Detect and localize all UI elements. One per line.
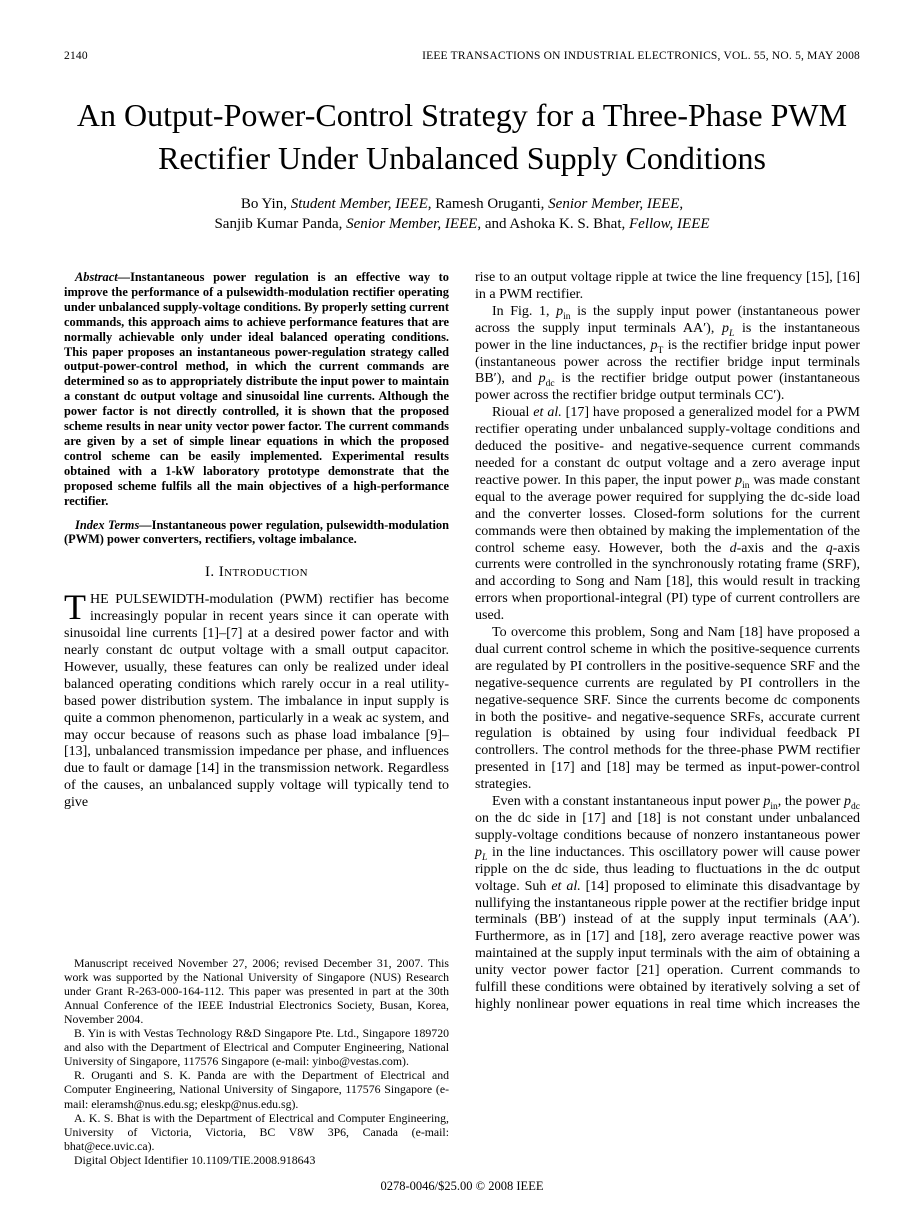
author-line-2: Sanjib Kumar Panda, Senior Member, IEEE, and Ashoka K. S. Bhat, Fellow, IEEE xyxy=(214,216,710,232)
body-paragraph-1: rise to an output voltage ripple at twice the line frequency [15], [16] in a PWM rectifier. xyxy=(475,270,860,302)
body-paragraph-2: In Fig. 1, $p_{in}$ is the supply input power (instantaneous power across the supply input terminals AA′), $p_L$ is the instantaneous power in the line inductances, $p_T$ is the rectifier bridge input power (instantaneous power across the rectifier bridge input terminals BB′), and $p_{dc}$ is the rectifier bridge output power (instantaneous power across the rectifier bridge output terminals CC′). xyxy=(475,303,860,404)
right-column xyxy=(475,270,860,1170)
running-header xyxy=(64,50,860,62)
two-column-body xyxy=(64,270,860,1170)
body-paragraph-4: To overcome this problem, Song and Nam [18] have proposed a dual current control scheme in which the positive-sequence currents are regulated by PI controllers in the positive-sequence SRF and the negative-sequence currents are regulated by PI controllers in the negative-sequence SRF. Since the currents become dc components in both the positive- and negative-sequence SRFs, accurate current regulation is obtained by using four individual feedback PI controllers. The control methods for the three-phase PWM rectifier presented in [17] and [18] may be termed as input-power-control strategies. xyxy=(475,625,860,793)
author-line-1: Bo Yin, Student Member, IEEE, Ramesh Oruganti, Senior Member, IEEE, xyxy=(240,196,684,212)
intro-paragraph-text: HE PULSEWIDTH-modulation (PWM) rectifier has become increasingly popular in recent years since it can operate with sinusoidal line currents [1]–[7] at a desired power factor and with nearly constant dc output voltage with a small output capacitor. However, usually, these features can only be realized under ideal balanced operating conditions which rarely occur in a real utility-based power distribution system. The imbalance in input supply is quite a common phenomenon, particularly in a weak ac system, and may occur because of reasons such as phase load imbalance [9]–[13], unbalanced transmission impedance per phase, and influences due to fault or damage [14] in the transmission network. Regardless of the causes, an unbalanced supply voltage will typically tend to give xyxy=(64,592,449,811)
paper-title: An Output-Power-Control Strategy for a Three-Phase PWM Rectifier Under Unbalanced Supply Conditions xyxy=(76,97,848,176)
footnote-author-bhat: A. K. S. Bhat is with the Department of Electrical and Computer Engineering, University of Victoria, Victoria, BC V8W 3P6, Canada (e-mail: bhat@ece.uvic.ca). xyxy=(64,1110,449,1153)
left-column xyxy=(64,270,449,1170)
footnote-manuscript: Manuscript received November 27, 2006; revised December 31, 2007. This work was supported by the National University of Singapore (NUS) Research under Grant R-263-000-164-112. This paper was presented in part at the 30th Annual Conference of the IEEE Industrial Electronics Society, Busan, Korea, November 2004. xyxy=(64,955,449,1026)
footer-copyright: 0278-0046/$25.00 © 2008 IEEE xyxy=(380,1179,544,1193)
body-paragraph-3: Rioual et al. [17] have proposed a generalized model for a PWM rectifier operating under unbalanced supply-voltage conditions and deduced the positive- and negative-sequence current commands needed for a constant dc output voltage and a zero average input reactive power. In this paper, the input power $p_{in}$ was made constant equal to the average power required for supplying the dc-side load and the converter losses. Closed-form solutions for the current commands were then obtained by making the implementation of the control scheme easy. However, both the d-axis and the q-axis currents were controlled in the synchronously rotating frame (SRF), and according to Song and Nam [18], this would result in tracking errors when proportional-integral (PI) type of current controllers are used. xyxy=(475,405,860,624)
doi-line: Digital Object Identifier 10.1109/TIE.2008.918643 xyxy=(74,1152,316,1167)
index-terms-paragraph: Index Terms—Instantaneous power regulation, pulsewidth-modulation (PWM) power converters, rectifiers, voltage imbalance. xyxy=(64,517,449,547)
drop-cap: T xyxy=(64,587,86,628)
footnote-author-yin: B. Yin is with Vestas Technology R&D Singapore Pte. Ltd., Singapore 189720 and also with the Department of Electrical and Computer Engineering, National University of Singapore, 117576 Singapore (e-mail: yinbo@vestas.com). xyxy=(64,1026,449,1069)
section-heading-introduction: I. Introduction xyxy=(205,564,308,581)
body-paragraph-5: Even with a constant instantaneous input power $p_{in}$, the power $p_{dc}$ on the dc side in [17] and [18] is not constant under unbalanced supply-voltage conditions because of nonzero instantaneous power $p_L$ in the line inductances. This oscillatory power will cause power ripple on the dc side, thus leading to fluctuations in the dc output voltage. Suh et al. [14] proposed to eliminate this disadvantage by nullifying the instantaneous ripple power at the rectifier bridge input terminals (BB′) instead of at the supply input terminals (AA′). Furthermore, as in [17] and [18], zero average reactive power was maintained at the supply input terminals with the aim of obtaining a unity vector power factor [21] operation. Current commands to fulfill these conditions were obtained by iteratively solving a set of highly nonlinear power equations in real time which increases the xyxy=(475,794,860,1012)
author-block xyxy=(64,194,860,234)
page-number: 2140 xyxy=(64,50,88,62)
journal-title: IEEE TRANSACTIONS ON INDUSTRIAL ELECTRONICS, VOL. 55, NO. 5, MAY 2008 xyxy=(422,50,860,62)
footnote-block xyxy=(64,956,449,1170)
footnote-authors-oruganti-panda: R. Oruganti and S. K. Panda are with the Department of Electrical and Computer Engineering, National University of Singapore, 117576 Singapore (e-mail: eleramsh@nus.edu.sg; eleskp@nus.edu.sg). xyxy=(64,1068,449,1111)
abstract-paragraph: Abstract—Instantaneous power regulation is an effective way to improve the performance of a pulsewidth-modulation rectifier operating under unbalanced supply-voltage conditions. By properly setting current commands, this approach aims to achieve performance features that are normally achievable only under ideal balanced operating conditions. This paper proposes an instantaneous power-regulation strategy called output-power-control method, in which the current commands are determined so as to appropriately distribute the input power to maintain a constant dc output voltage and sinusoidal line currents. Although the power factor is not directly controlled, it is shown that the proposed scheme results in near unity vector power factor. The current commands are given by a set of simple linear equations in which the proposed control scheme can be easily implemented. Experimental results obtained with a 1-kW laboratory prototype demonstrate that the proposed scheme fulfils all the main objectives of a high-performance rectifier. xyxy=(64,270,449,508)
intro-paragraph xyxy=(64,587,449,812)
